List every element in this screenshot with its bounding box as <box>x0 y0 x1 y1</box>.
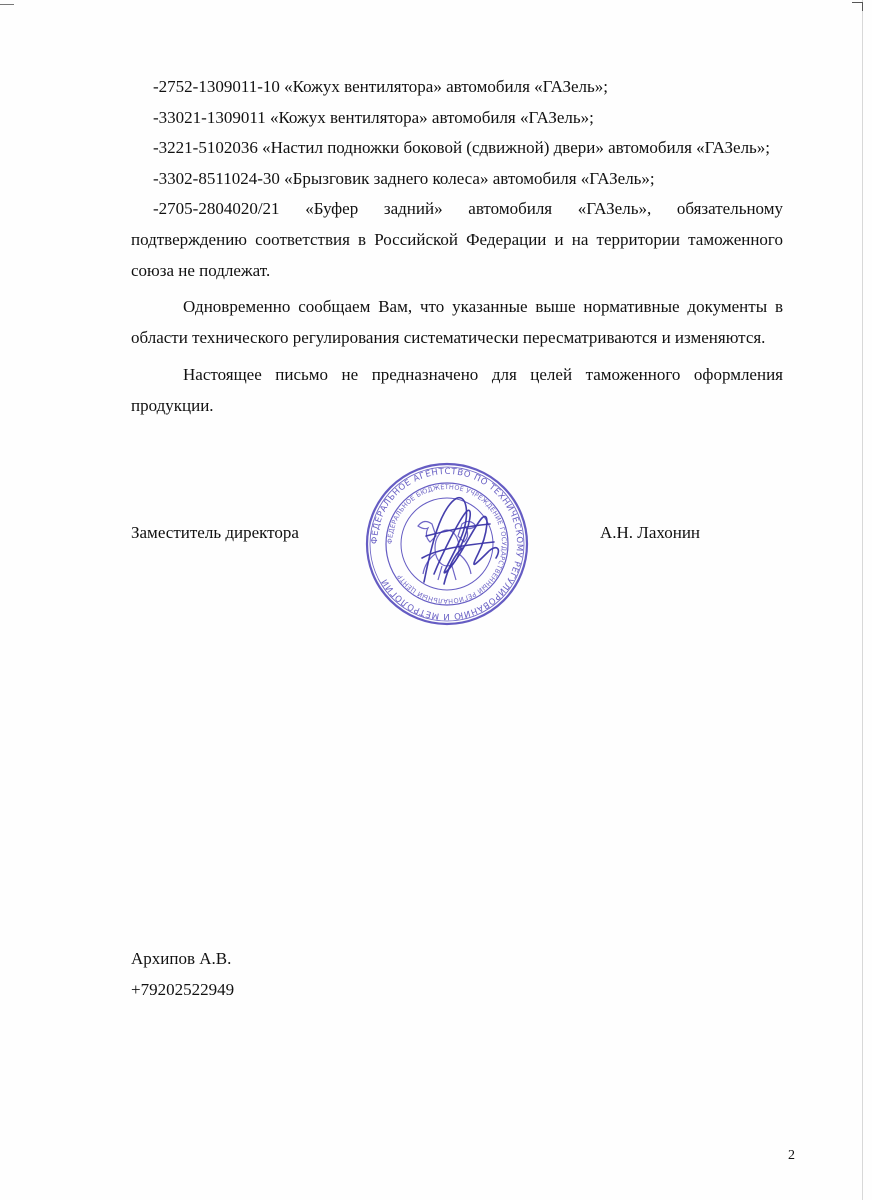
list-item: -2705-2804020/21 «Буфер задний» автомобиля «ГАЗель», обязательному подтверждению соответствия в Российской Федерации и на территории таможенного союза не подлежат. <box>131 199 783 280</box>
scan-edge-mark <box>0 4 14 5</box>
list-item: -3302-8511024-30 «Брызговик заднего колеса» автомобиля «ГАЗель»; <box>153 168 655 188</box>
list-item: -2752-1309011-10 «Кожух вентилятора» автомобиля «ГАЗель»; <box>153 77 609 96</box>
signatory-position: Заместитель директора <box>131 523 299 542</box>
list-item: -33021-1309011 «Кожух вентилятора» автомобиля «ГАЗель»; <box>153 107 594 127</box>
official-seal-stamp <box>362 462 532 627</box>
list-item: -3221-5102036 «Настил подножки боковой (сдвижной) двери» автомобиля «ГАЗель»; <box>153 138 771 158</box>
contact-phone: +79202522949 <box>131 980 235 999</box>
contact-person: Архипов А.В. <box>131 949 232 968</box>
page-number: 2 <box>788 1148 795 1163</box>
svg-text:ФЕДЕРАЛЬНОЕ БЮДЖЕТНОЕ УЧРЕЖДЕН: ФЕДЕРАЛЬНОЕ БЮДЖЕТНОЕ УЧРЕЖДЕНИЕ ГОСУДАРСТВЕННЫЙ РЕГИОНАЛЬНЫЙ ЦЕНТР <box>385 482 509 606</box>
page-edge <box>862 0 863 1200</box>
paragraph-revision-notice: Одновременно сообщаем Вам, что указанные выше нормативные документы в области технического регулирования систематически пересматриваются и изменяются. <box>131 297 783 347</box>
letter-body <box>131 72 783 422</box>
paragraph-customs-notice: Настоящее письмо не предназначено для целей таможенного оформления продукции. <box>131 365 783 415</box>
signatory-name: А.Н. Лахонин <box>600 523 701 542</box>
contact-block <box>131 943 234 1005</box>
scan-corner-mark <box>852 2 863 11</box>
svg-text:ФЕДЕРАЛЬНОЕ АГЕНТСТВО ПО ТЕХНИ: ФЕДЕРАЛЬНОЕ АГЕНТСТВО ПО ТЕХНИЧЕСКОМУ РЕГУЛИРОВАНИЮ И МЕТРОЛОГИИ <box>369 466 525 622</box>
